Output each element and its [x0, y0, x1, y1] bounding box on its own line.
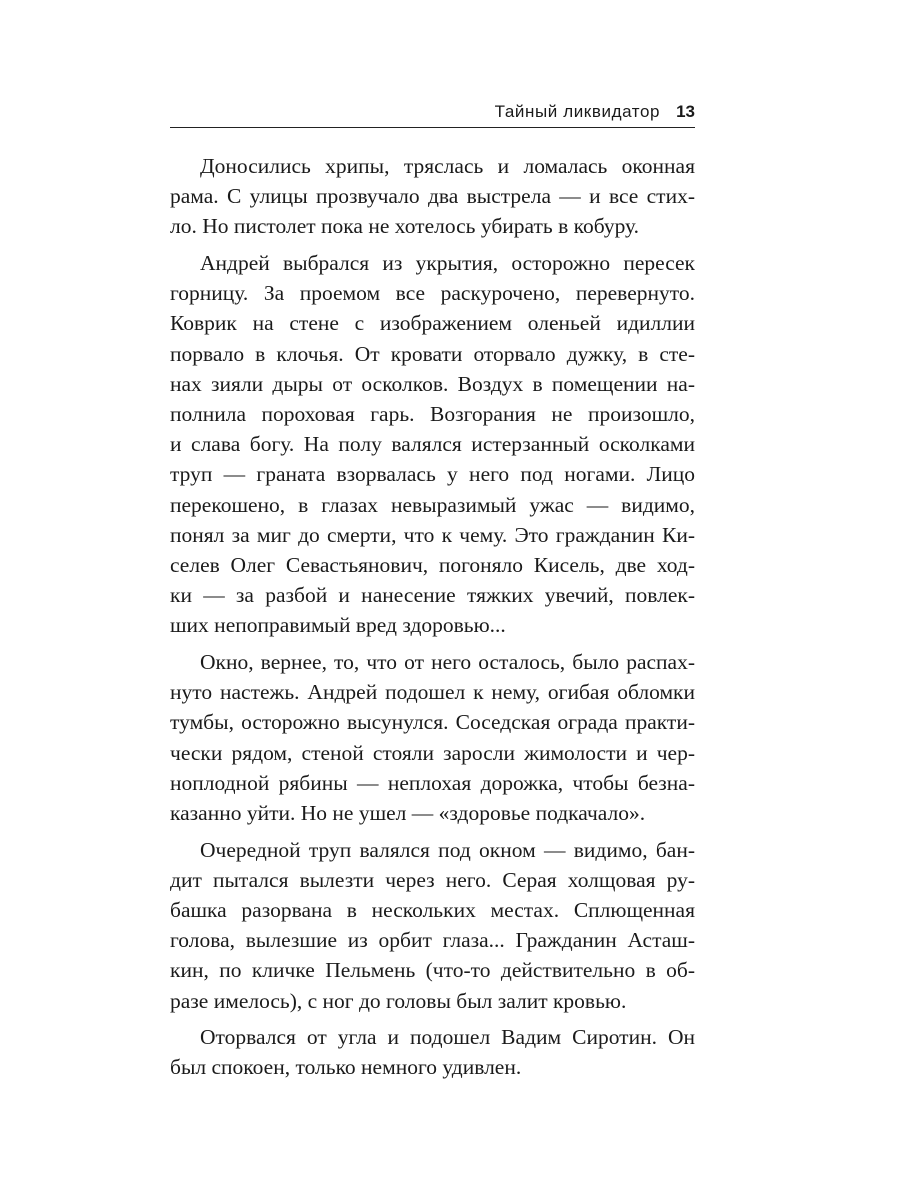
text-line: Коврик на стене с изображением оленьей идиллии [170, 311, 695, 336]
text-line: Оторвался от угла и подошел Вадим Сиротин. Он [200, 1025, 695, 1050]
paragraph [170, 151, 695, 242]
text-line: голова, вылезшие из орбит глаза... Гражданин Асташ- [170, 928, 695, 953]
book-title: Тайный ликвидатор [494, 102, 661, 121]
text-line: дит пытался вылезти через него. Серая холщовая ру- [170, 867, 695, 892]
paragraph [170, 248, 695, 641]
text-line: порвало в клочья. От кровати оторвало дужку, в сте- [170, 341, 695, 366]
text-line: ки — за разбой и нанесение тяжких увечий, повлек- [170, 583, 695, 608]
text-line: труп — граната взорвалась у него под ногами. Лицо [170, 462, 695, 487]
body-text [170, 151, 695, 1083]
paragraph [170, 1022, 695, 1082]
text-line: перекошено, в глазах невыразимый ужас — видимо, [170, 492, 695, 517]
text-line: Очередной труп валялся под окном — видимо, бан- [200, 837, 695, 862]
text-line: Окно, вернее, то, что от него осталось, было распах- [200, 650, 695, 675]
text-line: Доносились хрипы, тряслась и ломалась оконная [200, 154, 695, 178]
text-line: нуто настежь. Андрей подошел к нему, огибая обломки [170, 680, 695, 705]
header-rule [170, 127, 695, 128]
text-line: тумбы, осторожно высунулся. Соседская ограда практи- [170, 710, 695, 735]
text-line: нах зияли дыры от осколков. Воздух в помещении на- [170, 371, 695, 396]
text-line: полнила пороховая гарь. Возгорания не произошло, [170, 402, 695, 427]
text-line: селев Олег Севастьянович, погоняло Кисель, две ход- [170, 553, 695, 578]
text-line: чески рядом, стеной стояли заросли жимолости и чер- [170, 740, 695, 765]
text-line: разе имелось), с ног до головы был залит кровью. [170, 988, 627, 1013]
paragraph [170, 835, 695, 1016]
page-number: 13 [676, 102, 695, 121]
running-head [170, 98, 695, 126]
text-line: понял за миг до смерти, что к чему. Это гражданин Ки- [170, 522, 695, 547]
text-line: рама. С улицы прозвучало два выстрела — и все стих- [170, 184, 695, 209]
text-line: ноплодной рябины — неплохая дорожка, чтобы безна- [170, 770, 695, 795]
text-line: ло. Но пистолет пока не хотелось убирать в кобуру. [170, 214, 640, 239]
text-line: кин, по кличке Пельмень (что-то действительно в об- [170, 958, 695, 983]
text-line: и слава богу. На полу валялся истерзанный осколками [170, 432, 695, 457]
text-line: горницу. За проемом все раскурочено, перевернуто. [170, 281, 695, 306]
text-line: казанно уйти. Но не ушел — «здоровье подкачало». [170, 801, 646, 826]
text-line: башка разорвана в нескольких местах. Сплющенная [170, 898, 695, 923]
text-line: Андрей выбрался из укрытия, осторожно пересек [200, 251, 695, 275]
text-line: ших непоправимый вред здоровью... [170, 613, 506, 638]
paragraph [170, 647, 695, 828]
text-line: был спокоен, только немного удивлен. [170, 1055, 522, 1080]
